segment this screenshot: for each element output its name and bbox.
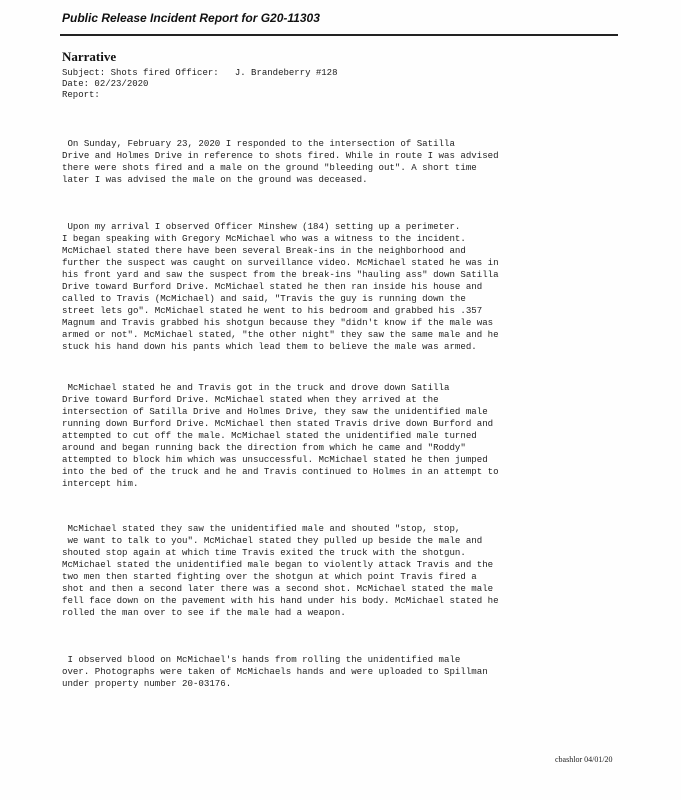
text-line: running down Burford Drive. McMichael then stated Travis drive down Burford and [62,418,494,429]
paragraph-4 [62,523,562,619]
text-line: intercept him. [62,478,139,489]
text-line: later I was advised the male on the ground was deceased. [62,174,368,185]
text-line: McMichael stated the unidentified male began to violently attack Travis and the [62,559,494,570]
report-header-title: Public Release Incident Report for G20-11303 [62,11,320,25]
text-line: his front yard and saw the suspect from the break-ins "hauling ass" down Satilla [62,269,499,280]
paragraph-2 [62,221,562,353]
text-line: two men then started fighting over the shotgun at which point Travis fired a [62,571,477,582]
text-line: McMichael stated there have been several Break-ins in the neighborhood and [62,245,466,256]
header-divider [60,34,618,36]
text-line: intersection of Satilla Drive and Holmes Drive, they saw the unidentified male [62,406,488,417]
text-line: armed or not". McMichael stated, "the other night" they saw the same male and he [62,329,499,340]
subject-line [62,68,337,79]
text-line: Drive toward Burford Drive. McMichael stated when they arrived at the [62,394,439,405]
date-line [62,79,337,90]
subject-value: Shots fired Officer: [110,68,219,78]
text-line: attempted to cut off the male. McMichael stated the unidentified male turned [62,430,477,441]
text-line: there were shots fired and a male on the ground "bleeding out". A short time [62,162,477,173]
text-line: I observed blood on McMichael's hands from rolling the unidentified male [62,654,461,665]
signature-stamp: cbashlor 04/01/20 [555,755,613,764]
text-line: stuck his hand down his pants which lead them to believe the male was armed. [62,341,477,352]
text-line: On Sunday, February 23, 2020 I responded to the intersection of Satilla [62,138,455,149]
text-line: rolled the man over to see if the male had a weapon. [62,607,346,618]
text-line: into the bed of the truck and he and Travis continued to Holmes in an attempt to [62,466,499,477]
text-line: further the suspect was caught on surveillance video. McMichael stated he was in [62,257,499,268]
text-line: I began speaking with Gregory McMichael who was a witness to the incident. [62,233,466,244]
text-line: around and began running back the direction from which he came and "Roddy" [62,442,466,453]
paragraph-1 [62,138,562,186]
text-line: shot and then a second later there was a second shot. McMichael stated the male [62,583,494,594]
paragraph-3 [62,382,562,490]
text-line: attempted to block him which was unsuccessful. McMichael stated he then jumped [62,454,488,465]
text-line: Upon my arrival I observed Officer Minshew (184) setting up a perimeter. [62,221,461,232]
text-line: Drive and Holmes Drive in reference to shots fired. While in route I was advised [62,150,499,161]
narrative-meta [62,68,337,102]
text-line: McMichael stated he and Travis got in the truck and drove down Satilla [62,382,450,393]
date-value: 02/23/2020 [94,79,149,90]
narrative-title: Narrative [62,49,117,64]
text-line: called to Travis (McMichael) and said, "Travis the guy is running down the [62,293,466,304]
text-line: fell face down on the pavement with his hand under his body. McMichael stated he [62,595,499,606]
subject-label: Subject: [62,68,106,78]
date-label: Date: [62,79,90,90]
report-label: Report: [62,90,100,101]
text-line: under property number 20-03176. [62,678,232,689]
text-line: McMichael stated they saw the unidentified male and shouted "stop, stop, [62,523,461,534]
text-line: Drive toward Burford Drive. McMichael stated he then ran inside his house and [62,281,483,292]
text-line: Magnum and Travis grabbed his shotgun because they "didn't know if the male was [62,317,494,328]
text-line: shouted stop again at which time Travis exited the truck with the shotgun. [62,547,466,558]
text-line: we want to talk to you". McMichael stated they pulled up beside the male and [62,535,483,546]
paragraph-5 [62,654,562,690]
officer-name: J. Brandeberry #128 [234,68,338,78]
text-line: over. Photographs were taken of McMichaels hands and were uploaded to Spillman [62,666,488,677]
report-line [62,90,337,101]
text-line: street lets go". McMichael stated he went to his bedroom and grabbed his .357 [62,305,483,316]
